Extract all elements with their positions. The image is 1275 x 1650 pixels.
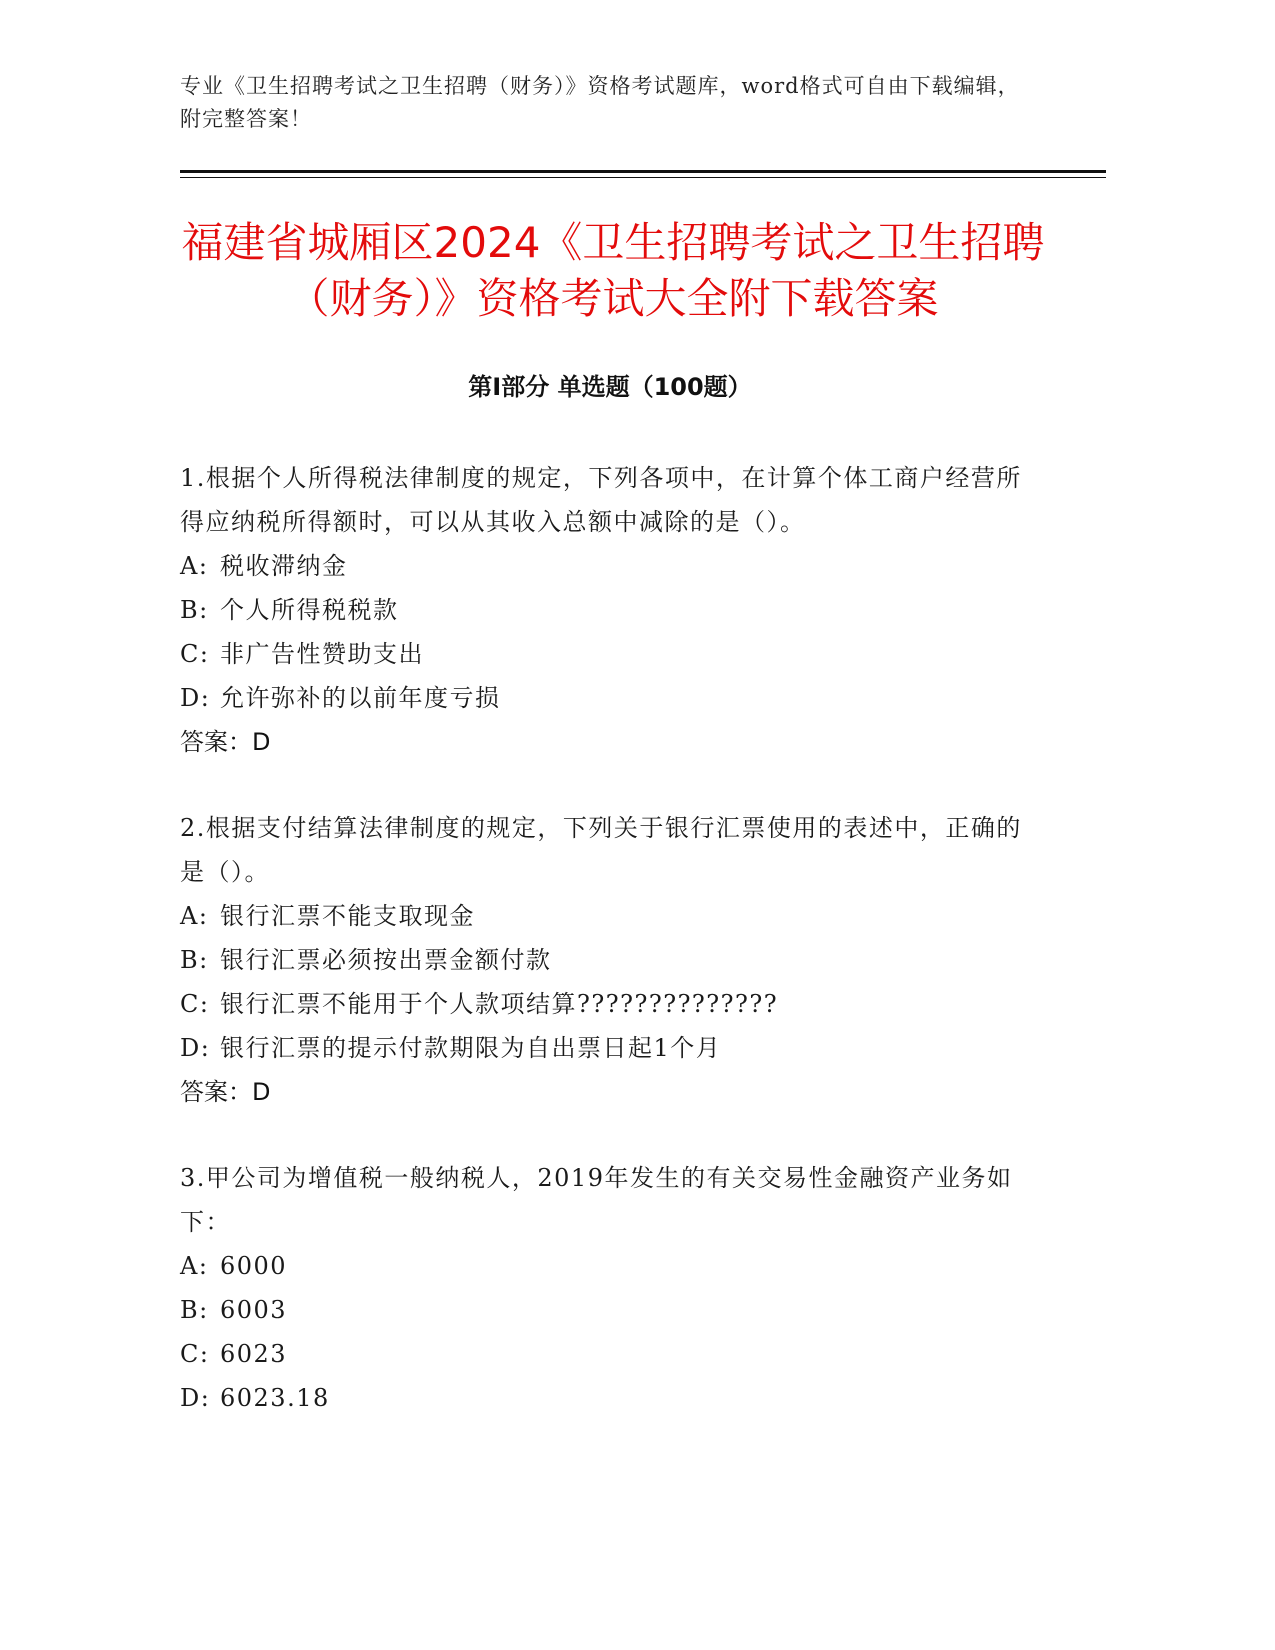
option-a	[180, 544, 1040, 588]
question-list	[180, 456, 1040, 1462]
option-c	[180, 632, 1040, 676]
option-d	[180, 1376, 1040, 1420]
option-letter: A:	[180, 1252, 209, 1280]
option-b	[180, 588, 1040, 632]
question-stem: 1.根据个人所得税法律制度的规定，下列各项中，在计算个体工商户经营所得应纳税所得额时，可以从其收入总额中减除的是（）。	[180, 464, 1022, 536]
option-text: 税收滞纳金	[220, 552, 348, 580]
option-text: 6023	[220, 1340, 288, 1368]
option-letter: C:	[180, 1340, 210, 1368]
option-text: 个人所得税税款	[220, 596, 399, 624]
option-text: 银行汇票不能用于个人款项结算??????????????	[220, 990, 779, 1018]
answer: 答案：D	[180, 1078, 271, 1106]
option-text: 银行汇票的提示付款期限为自出票日起1个月	[220, 1034, 722, 1062]
option-c	[180, 982, 1040, 1026]
option-letter: D:	[180, 684, 211, 712]
question-stem: 2.根据支付结算法律制度的规定，下列关于银行汇票使用的表述中，正确的是（）。	[180, 814, 1022, 886]
header-note: 专业《卫生招聘考试之卫生招聘（财务）》资格考试题库，word格式可自由下载编辑，附完整答案！	[180, 74, 1020, 131]
option-letter: C:	[180, 640, 210, 668]
header-rule-thin	[180, 177, 1106, 178]
answer: 答案：D	[180, 728, 271, 756]
option-d	[180, 676, 1040, 720]
option-text: 6003	[220, 1296, 288, 1324]
question-2	[180, 806, 1040, 1114]
option-letter: B:	[180, 1296, 209, 1324]
option-letter: B:	[180, 596, 209, 624]
option-letter: B:	[180, 946, 209, 974]
document-title: 福建省城厢区2024《卫生招聘考试之卫生招聘（财务）》资格考试大全附下载答案	[181, 218, 1045, 323]
header-rule-thick	[180, 170, 1106, 173]
option-text: 允许弥补的以前年度亏损	[220, 684, 501, 712]
option-letter: A:	[180, 902, 209, 930]
option-b	[180, 938, 1040, 982]
question-stem: 3.甲公司为增值税一般纳税人，2019年发生的有关交易性金融资产业务如下：	[180, 1164, 1013, 1236]
option-letter: D:	[180, 1384, 211, 1412]
section-heading: 第I部分 单选题（100题）	[468, 373, 752, 401]
option-letter: A:	[180, 552, 209, 580]
option-letter: D:	[180, 1034, 211, 1062]
option-b	[180, 1288, 1040, 1332]
option-text: 非广告性赞助支出	[220, 640, 424, 668]
option-a	[180, 1244, 1040, 1288]
option-c	[180, 1332, 1040, 1376]
option-letter: C:	[180, 990, 210, 1018]
option-d	[180, 1026, 1040, 1070]
question-3	[180, 1156, 1040, 1420]
option-text: 6000	[220, 1252, 288, 1280]
option-text: 银行汇票必须按出票金额付款	[220, 946, 552, 974]
question-1	[180, 456, 1040, 764]
option-text: 银行汇票不能支取现金	[220, 902, 475, 930]
option-text: 6023.18	[220, 1384, 330, 1412]
option-a	[180, 894, 1040, 938]
